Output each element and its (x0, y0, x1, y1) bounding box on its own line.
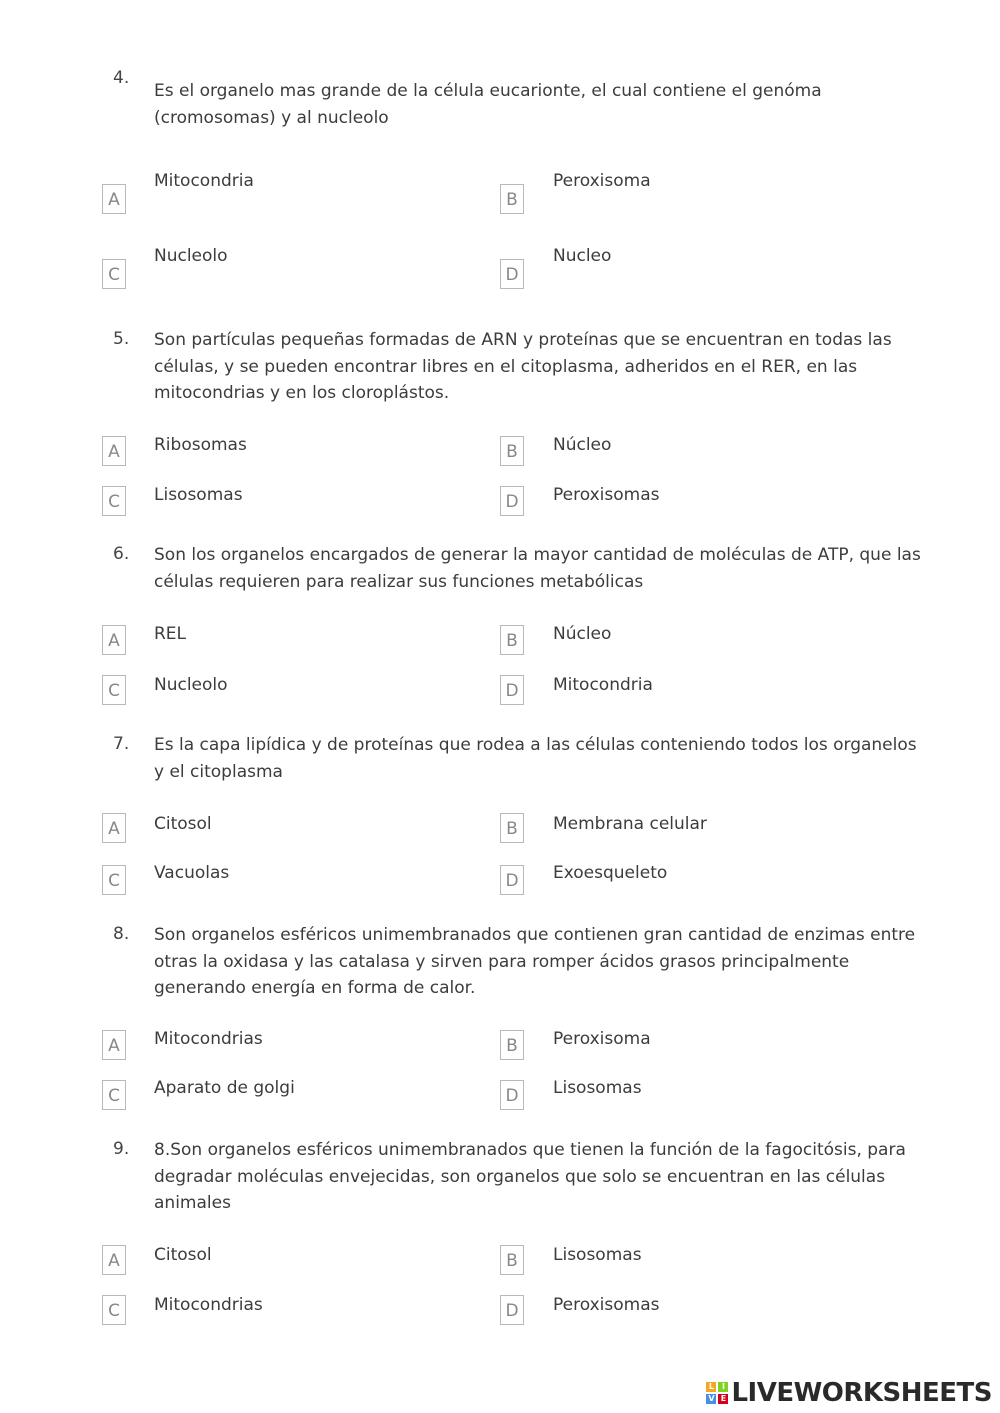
answer-box-a[interactable]: A (102, 184, 126, 214)
answer-box-d[interactable]: D (500, 1295, 524, 1325)
brand-name: LIVEWORKSHEETS (731, 1378, 992, 1408)
question-text: Son partículas pequeñas formadas de ARN y proteínas que se encuentran en todas las células, y se pueden encontrar libres en el citoplasma, adheridos en el RER, en las mitocondrias y en los cloroplástos. (154, 330, 892, 403)
answer-box-d[interactable]: D (500, 865, 524, 895)
option-label-c: Nucleolo (154, 246, 228, 266)
answer-box-c[interactable]: C (102, 259, 126, 289)
answer-box-a[interactable]: A (102, 625, 126, 655)
question-number: 4. (113, 68, 130, 88)
option-label-a: REL (154, 624, 187, 644)
question-text: Son organelos esféricos unimembranados que contienen gran cantidad de enzimas entre otras la oxidasa y las catalasa y sirven para romper ácidos grasos principalmente generando energía en forma de calor. (154, 925, 916, 998)
option-label-a: Citosol (154, 1245, 212, 1265)
answer-box-a[interactable]: A (102, 813, 126, 843)
option-label-c: Mitocondrias (154, 1295, 263, 1315)
answer-box-c[interactable]: C (102, 675, 126, 705)
question-number: 9. (113, 1139, 130, 1159)
option-label-c: Nucleolo (154, 675, 228, 695)
answer-box-b[interactable]: B (500, 625, 524, 655)
question-text: Son los organelos encargados de generar la mayor cantidad de moléculas de ATP, que las células requieren para realizar sus funciones metabólicas (154, 545, 921, 592)
option-label-b: Núcleo (553, 624, 612, 644)
option-label-c: Lisosomas (154, 485, 243, 505)
option-label-b: Lisosomas (553, 1245, 642, 1265)
option-label-a: Citosol (154, 814, 212, 834)
answer-box-c[interactable]: C (102, 1295, 126, 1325)
logo-letter-l: L (706, 1382, 716, 1392)
answer-box-d[interactable]: D (500, 675, 524, 705)
option-label-d: Peroxisomas (553, 485, 660, 505)
question-text: 8.Son organelos esféricos unimembranados que tienen la función de la fagocitósis, para degradar moléculas envejecidas, son organelos que solo se encuentran en las células animales (154, 1140, 906, 1213)
answer-box-b[interactable]: B (500, 813, 524, 843)
logo-letter-v: V (708, 1394, 715, 1403)
question-number: 5. (113, 329, 130, 349)
option-label-d: Lisosomas (553, 1078, 642, 1098)
answer-box-c[interactable]: C (102, 486, 126, 516)
liveworksheets-brand[interactable] (706, 1375, 992, 1411)
answer-box-d[interactable]: D (500, 1080, 524, 1110)
option-label-b: Núcleo (553, 435, 612, 455)
option-label-b: Membrana celular (553, 814, 707, 834)
answer-box-a[interactable]: A (102, 1245, 126, 1275)
option-label-d: Peroxisomas (553, 1295, 660, 1315)
answer-box-d[interactable]: D (500, 259, 524, 289)
question-text: Es la capa lipídica y de proteínas que rodea a las células conteniendo todos los organelos y el citoplasma (154, 735, 917, 782)
option-label-d: Mitocondria (553, 675, 653, 695)
logo-letter-i: I (718, 1382, 728, 1392)
option-label-d: Nucleo (553, 246, 612, 266)
question-number: 6. (113, 544, 130, 564)
option-label-d: Exoesqueleto (553, 863, 668, 883)
question-text: Es el organelo mas grande de la célula eucarionte, el cual contiene el genóma (cromosomas) y al nucleolo (154, 81, 822, 128)
option-label-a: Mitocondria (154, 171, 254, 191)
answer-box-a[interactable]: A (102, 1030, 126, 1060)
answer-box-a[interactable]: A (102, 436, 126, 466)
answer-box-b[interactable]: B (500, 1030, 524, 1060)
option-label-b: Peroxisoma (553, 1029, 651, 1049)
liveworksheets-logo-icon (706, 1382, 728, 1404)
question-number: 7. (113, 734, 130, 754)
answer-box-b[interactable]: B (500, 184, 524, 214)
option-label-b: Peroxisoma (553, 171, 651, 191)
logo-letter-e: E (718, 1394, 728, 1404)
answer-box-b[interactable]: B (500, 436, 524, 466)
question-number: 8. (113, 924, 130, 944)
option-label-a: Ribosomas (154, 435, 247, 455)
answer-box-c[interactable]: C (102, 865, 126, 895)
option-label-c: Vacuolas (154, 863, 230, 883)
answer-box-b[interactable]: B (500, 1245, 524, 1275)
answer-box-d[interactable]: D (500, 486, 524, 516)
option-label-a: Mitocondrias (154, 1029, 263, 1049)
answer-box-c[interactable]: C (102, 1080, 126, 1110)
option-label-c: Aparato de golgi (154, 1078, 295, 1098)
